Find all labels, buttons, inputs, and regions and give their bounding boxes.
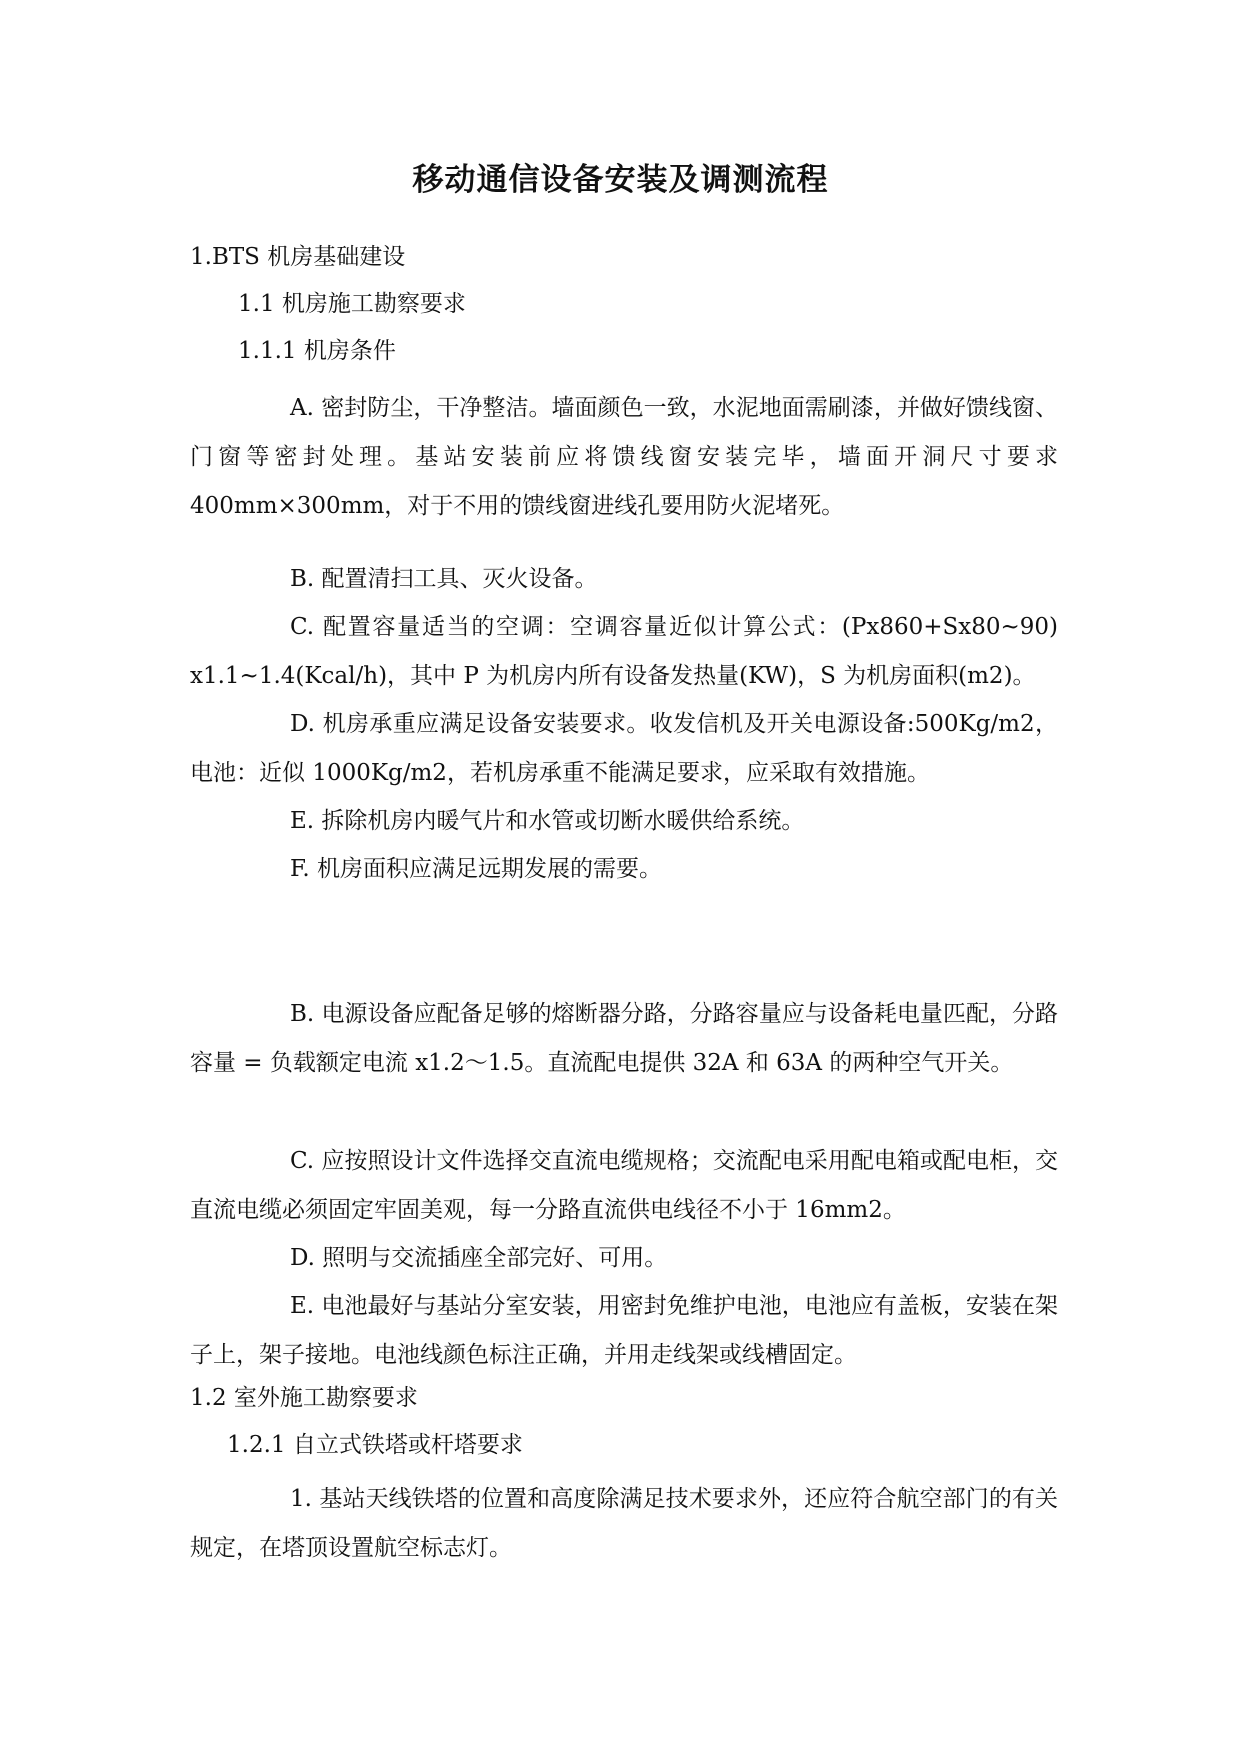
heading-1-2-1: 1.2.1 自立式铁塔或杆塔要求	[227, 1432, 523, 1458]
heading-1: 1.BTS 机房基础建设	[190, 244, 406, 270]
heading-1-1: 1.1 机房施工勘察要求	[238, 291, 466, 317]
paragraph-d-lighting: D. 照明与交流插座全部完好、可用。	[290, 1245, 668, 1271]
paragraph-a-sealing: A. 密封防尘，干净整洁。墙面颜色一致，水泥地面需刷漆，并做好馈线窗、门窗等密封处理。基站安装前应将馈线窗安装完毕，墙面开洞尺寸要求 400mm×300mm，对于不用的馈线窗进线孔要用防火泥堵死。	[190, 395, 1058, 519]
paragraph-c-aircon: C. 配置容量适当的空调：空调容量近似计算公式：(Px860+Sx80~90) x1.1~1.4(Kcal/h)，其中 P 为机房内所有设备发热量(KW)，S 为机房面积(m2)。	[190, 614, 1058, 689]
paragraph-d-load: D. 机房承重应满足设备安装要求。收发信机及开关电源设备:500Kg/m2，电池：近似 1000Kg/m2，若机房承重不能满足要求，应采取有效措施。	[190, 711, 1058, 786]
paragraph-b-tools: B. 配置清扫工具、灭火设备。	[290, 566, 598, 592]
paragraph-e-battery: E. 电池最好与基站分室安装，用密封免维护电池，电池应有盖板，安装在架子上，架子接地。电池线颜色标注正确，并用走线架或线槽固定。	[190, 1293, 1058, 1368]
paragraph-b-power: B. 电源设备应配备足够的熔断器分路，分路容量应与设备耗电量匹配，分路容量 = 负载额定电流 x1.2～1.5。直流配电提供 32A 和 63A 的两种空气开关。	[190, 1001, 1058, 1076]
paragraph-c-cables: C. 应按照设计文件选择交直流电缆规格；交流配电采用配电箱或配电柜，交直流电缆必须固定牢固美观，每一分路直流供电线径不小于 16mm2。	[190, 1148, 1058, 1223]
document-title: 移动通信设备安装及调测流程	[412, 162, 829, 198]
paragraph-f-area: F. 机房面积应满足远期发展的需要。	[290, 856, 662, 882]
paragraph-1-tower: 1. 基站天线铁塔的位置和高度除满足技术要求外，还应符合航空部门的有关规定，在塔顶设置航空标志灯。	[190, 1486, 1058, 1561]
heading-1-1-1: 1.1.1 机房条件	[238, 338, 396, 364]
paragraph-e-heating: E. 拆除机房内暖气片和水管或切断水暖供给系统。	[290, 808, 805, 834]
heading-1-2: 1.2 室外施工勘察要求	[190, 1385, 418, 1411]
